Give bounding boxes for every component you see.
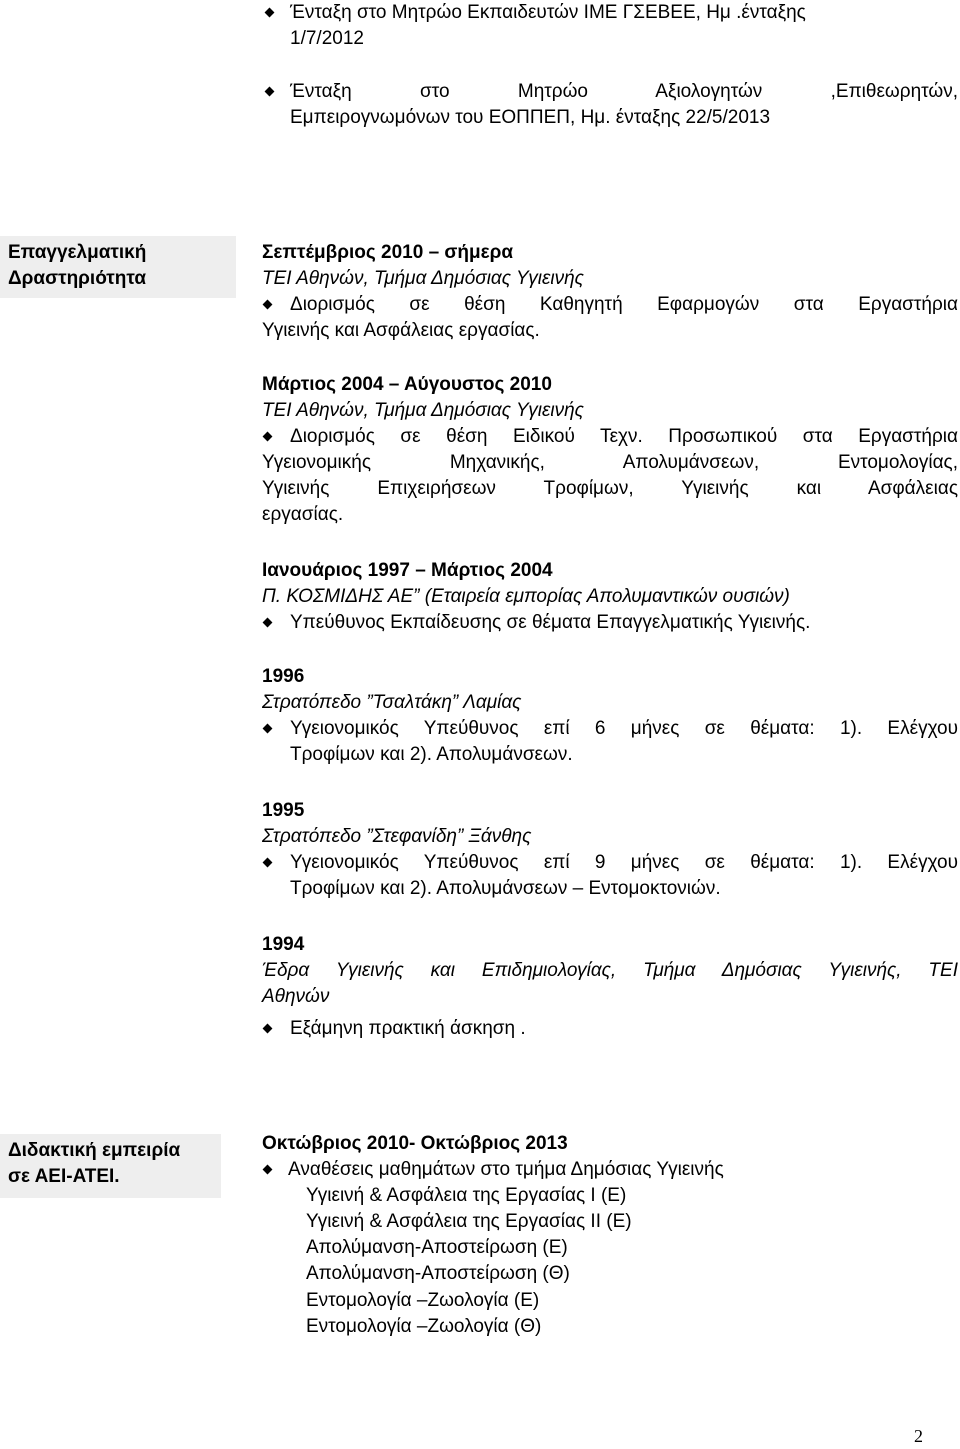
entry-organization: Στρατόπεδο ”Στεφανίδη” Ξάνθης: [262, 826, 532, 847]
entry-bullet-text: [290, 424, 958, 450]
entry-organization: ΤΕΙ Αθηνών, Τμήμα Δημόσιας Υγιεινής: [262, 268, 584, 289]
entry-period: 1994: [262, 934, 305, 955]
entry-bullet-text: [262, 450, 958, 528]
entry-bullet-line: Διορισμός σε θέση Καθηγητή Εφαρμογών στα Εργαστήρια: [290, 294, 958, 315]
course-item: Εντομολογία –Ζωολογία (Θ): [306, 1316, 542, 1337]
diamond-bullet-icon: [264, 86, 276, 98]
list-item: [290, 79, 958, 105]
entry-bullet-line: Υγειονομικός Υπεύθυνος επί 9 μήνες σε θέματα: 1). Ελέγχου: [290, 852, 958, 873]
entry-bullet-line: Υγιεινής Επιχειρήσεων Τροφίμων, Υγιεινής και Ασφάλειας: [262, 478, 958, 499]
diamond-bullet-icon: [262, 431, 274, 443]
course-item: Απολύμανση-Αποστείρωση (Θ): [306, 1263, 570, 1284]
entry-bullet-text: [290, 716, 958, 742]
entry-bullet-line: Διορισμός σε θέση Ειδικού Τεχν. Προσωπικού στα Εργαστήρια: [290, 426, 958, 447]
entry-organization-line: Αθηνών: [262, 986, 330, 1007]
entry-bullet-line: Εξάμηνη πρακτική άσκηση .: [290, 1018, 526, 1039]
diamond-bullet-icon: [262, 299, 274, 311]
diamond-bullet-icon: [262, 857, 274, 869]
entry-bullet-line: Υγειονομικής Μηχανικής, Απολυμάνσεων, Εντομολογίας,: [262, 452, 958, 473]
course-item: Υγιεινή & Ασφάλεια της Εργασίας Ι (Ε): [306, 1185, 627, 1206]
entry-bullet-text: [290, 292, 958, 318]
course-item: Απολύμανση-Αποστείρωση (Ε): [306, 1237, 568, 1258]
entry-period: Ιανουάριος 1997 – Μάρτιος 2004: [262, 560, 553, 581]
course-item: Εντομολογία –Ζωολογία (Ε): [306, 1290, 540, 1311]
entry-organization: Στρατόπεδο ”Τσαλτάκη” Λαμίας: [262, 692, 522, 713]
entry-bullet-line: Τροφίμων και 2). Απολυμάνσεων – Εντομοκτονιών.: [290, 878, 721, 899]
entry-bullet-line: εργασίας.: [262, 504, 344, 525]
list-item-line: Ένταξη στο Μητρώο Αξιολογητών ,Επιθεωρητών,: [290, 81, 958, 102]
entry-bullet-line: Υγιεινής και Ασφάλειας εργασίας.: [262, 320, 540, 341]
diamond-bullet-icon: [262, 617, 274, 629]
diamond-bullet-icon: [264, 7, 276, 19]
entry-bullet-text: [290, 850, 958, 876]
page-number: 2: [914, 1426, 923, 1446]
entry-period: Σεπτέμβριος 2010 – σήμερα: [262, 242, 514, 263]
list-item-line: Εμπειρογνωμόνων του ΕΟΠΠΕΠ, Ημ. ένταξης 22/5/2013: [290, 107, 771, 128]
list-item-line: Ένταξη στο Μητρώο Εκπαιδευτών ΙΜΕ ΓΣΕΒΕΕ, Ημ .ένταξης: [290, 2, 806, 23]
entry-organization: [262, 958, 958, 984]
entry-organization-line: Έδρα Υγιεινής και Επιδημιολογίας, Τμήμα Δημόσιας Υγιεινής, ΤΕΙ: [262, 960, 958, 981]
entry-bullet-line: Τροφίμων και 2). Απολυμάνσεων.: [290, 744, 573, 765]
list-item-line: 1/7/2012: [290, 28, 364, 49]
entry-organization: Π. ΚΟΣΜΙΔΗΣ ΑΕ” (Εταιρεία εμπορίας Απολυμαντικών ουσιών): [262, 586, 790, 607]
entry-bullet-line: Υπεύθυνος Εκπαίδευσης σε θέματα Επαγγελματικής Υγιεινής.: [290, 612, 811, 633]
entry-period: Μάρτιος 2004 – Αύγουστος 2010: [262, 374, 552, 395]
section-label-teaching: Διδακτική εμπειρία σε ΑΕΙ-ΑΤΕΙ.: [0, 1134, 221, 1198]
section-label-professional: Επαγγελματική Δραστηριότητα: [0, 236, 236, 298]
entry-organization: ΤΕΙ Αθηνών, Τμήμα Δημόσιας Υγιεινής: [262, 400, 584, 421]
teaching-bullet: Αναθέσεις μαθημάτων στο τμήμα Δημόσιας Υγιεινής: [288, 1159, 724, 1180]
teaching-period: Οκτώβριος 2010- Οκτώβριος 2013: [262, 1133, 568, 1154]
entry-bullet-line: Υγειονομικός Υπεύθυνος επί 6 μήνες σε θέματα: 1). Ελέγχου: [290, 718, 958, 739]
entry-period: 1996: [262, 666, 305, 687]
diamond-bullet-icon: [262, 1023, 274, 1035]
diamond-bullet-icon: [262, 723, 274, 735]
entry-period: 1995: [262, 800, 305, 821]
diamond-bullet-icon: [262, 1164, 274, 1176]
course-item: Υγιεινή & Ασφάλεια της Εργασίας ΙΙ (Ε): [306, 1211, 632, 1232]
